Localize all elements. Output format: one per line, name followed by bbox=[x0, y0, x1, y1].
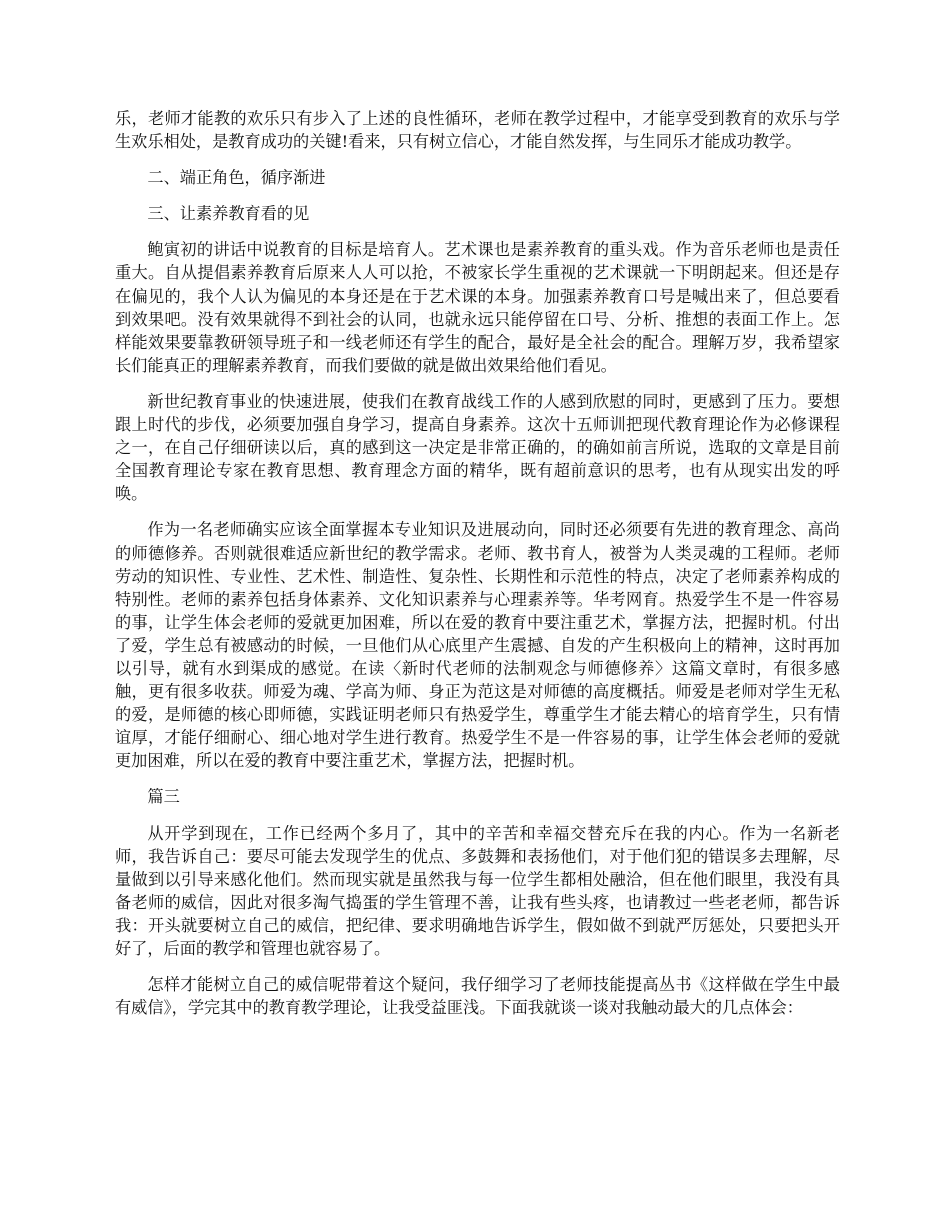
paragraph: 新世纪教育事业的快速进展，使我们在教育战线工作的人感到欣慰的同时，更感到了压力。要想跟上时代的步伐，必须要加强自身学习，提高自身素养。这次十五师训把现代教育理论作为必修课程之一，在自己仔细研读以后，真的感到这一决定是非常正确的，的确如前言所说，选取的文章是目前全国教育理论专家在教育思想、教育理念方面的精华，既有超前意识的思考，也有从现实出发的呼唤。 bbox=[115, 391, 840, 504]
paragraph-continuation: 乐，老师才能教的欢乐只有步入了上述的良性循环，老师在教学过程中，才能享受到教育的欢乐与学生欢乐相处，是教育成功的关键!看来，只有树立信心，才能自然发挥，与生同乐才能成功教学。 bbox=[115, 109, 840, 152]
paragraph: 作为一名老师确实应该全面掌握本专业知识及进展动向，同时还必须要有先进的教育理念、高尚的师德修养。否则就很难适应新世纪的教学需求。老师、教书育人，被誉为人类灵魂的工程师。老师劳动的知识性、专业性、艺术性、制造性、复杂性、长期性和示范性的特点，决定了老师素养构成的特别性。老师的素养包括身体素养、文化知识素养与心理素养等。华考网育。热爱学生不是一件容易的事，让学生体会老师的爱就更加困难，所以在爱的教育中要注重艺术，掌握方法，把握时机。付出了爱，学生总有被感动的时候，一旦他们从心底里产生震撼、自发的产生积极向上的精神，这时再加以引导，就有水到渠成的感觉。在读〈新时代老师的法制观念与师德修养〉这篇文章时，有很多感触，更有很多收获。师爱为魂、学高为师、身正为范这是对师德的高度概括。师爱是老师对学生无私的爱，是师德的核心即师德，实践证明老师只有热爱学生，尊重学生才能去精心的培育学生，只有情谊厚，才能仔细耐心、细心地对学生进行教育。热爱学生不是一件容易的事，让学生体会老师的爱就更加困难，所以在爱的教育中要注重艺术，掌握方法，把握时机。 bbox=[115, 520, 840, 771]
section-heading-3: 三、让素养教育看的见 bbox=[147, 204, 310, 224]
section-heading-2: 二、端正角色，循序渐进 bbox=[147, 168, 326, 188]
document-body bbox=[115, 107, 840, 1032]
paragraph: 鲍寅初的讲话中说教育的目标是培育人。艺术课也是素养教育的重头戏。作为音乐老师也是责任重大。自从提倡素养教育后原来人人可以抢，不被家长学生重视的艺术课就一下明朗起来。但还是存在偏见的，我个人认为偏见的本身还是在于艺术课的本身。加强素养教育口号是喊出来了，但总要看到效果吧。没有效果就得不到社会的认同，也就永远只能停留在口号、分析、推想的表面工作上。怎样能效果要靠教研领导班子和一线老师还有学生的配合，最好是全社会的配合。理解万岁，我希望家长们能真正的理解素养教育，而我们要做的就是做出效果给他们看见。 bbox=[115, 240, 840, 375]
paragraph: 从开学到现在，工作已经两个多月了，其中的辛苦和幸福交替充斥在我的内心。作为一名新老师，我告诉自己：要尽可能去发现学生的优点、多鼓舞和表扬他们，对于他们犯的错误多去理解，尽量做到以引导来感化他们。然而现实就是虽然我与每一位学生都相处融洽，但在他们眼里，我没有具备老师的威信，因此对很多淘气捣蛋的学生管理不善，让我有些头疼，也请教过一些老老师，都告诉我：开头就要树立自己的威信，把纪律、要求明确地告诉学生，假如做不到就严厉惩处，只要把头开好了，后面的教学和管理也就容易了。 bbox=[115, 823, 840, 958]
part-heading: 篇三 bbox=[147, 787, 180, 807]
paragraph: 怎样才能树立自己的威信呢带着这个疑问，我仔细学习了老师技能提高丛书《这样做在学生中最有威信》，学完其中的教育教学理论，让我受益匪浅。下面我就谈一谈对我触动最大的几点体会： bbox=[115, 975, 840, 1018]
